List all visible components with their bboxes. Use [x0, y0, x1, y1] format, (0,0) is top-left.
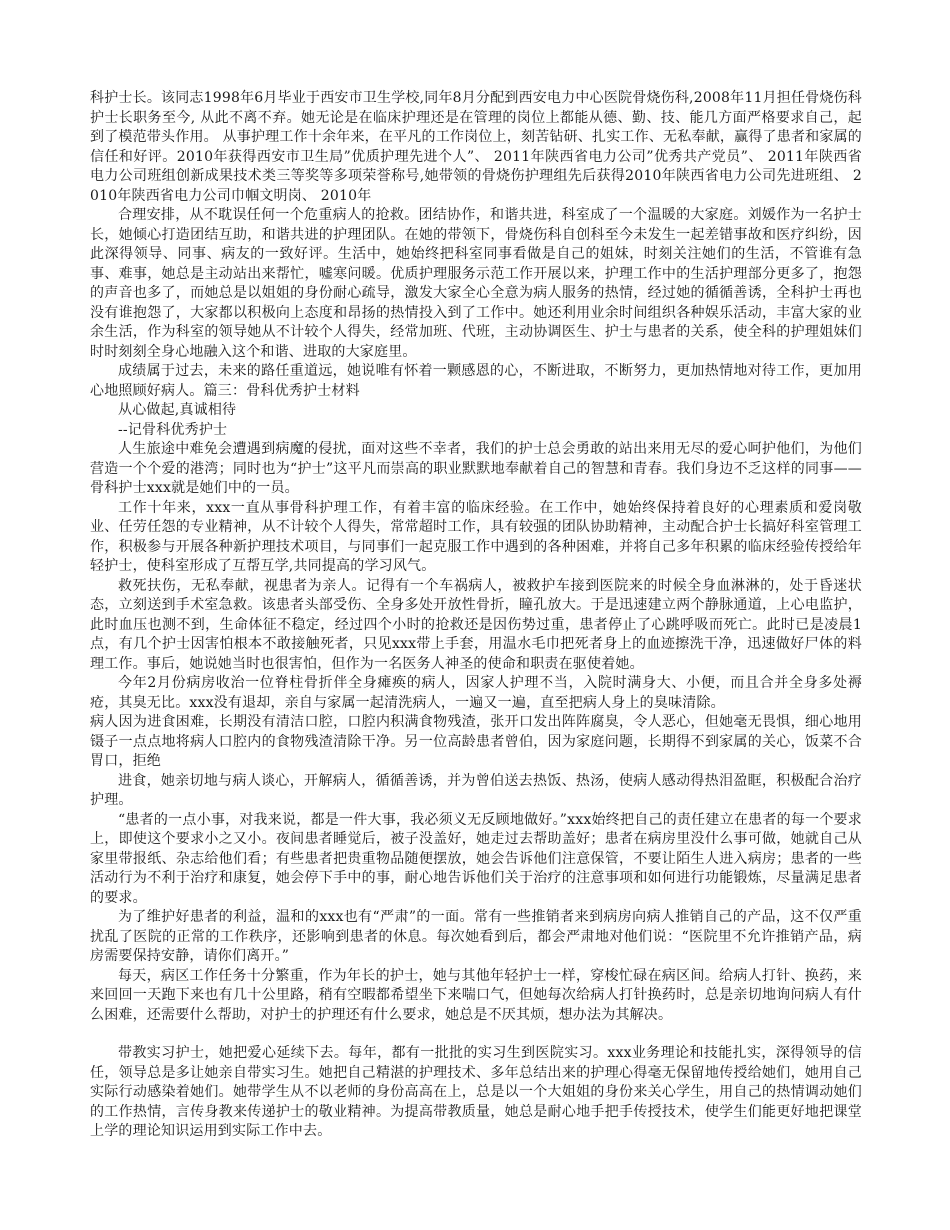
- paragraph-11: 进食，她亲切地与病人谈心，开解病人，循循善诱，并为曾伯送去热饭、热汤，使病人感动得热泪盈眶，积极配合治疗护理。: [90, 772, 862, 808]
- paragraph-14: 每天，病区工作任务十分繁重，作为年长的护士，她与其他年轻护士一样，穿梭忙碌在病区间。给病人打针、换药，来来回回一天跑下来也有几十公里路，稍有空暇都希望坐下来喘口气，但她每次给病人打针换药时，总是亲切地询问病人有什么困难，还需要什么帮助，对护士的护理还有什么要求，她总是不厌其烦，想办法为其解决。: [90, 967, 862, 1023]
- paragraph-13: 为了维护好患者的利益，温和的xxx也有“严肃”的一面。常有一些推销者来到病房向病人推销自己的产品，这不仅严重扰乱了医院的正常的工作秩序，还影响到患者的休息。每次她看到后，都会严肃地对他们说：“医院里不允许推销产品，病房需要保持安静，请你们离开。”: [90, 909, 862, 964]
- paragraph-8: 救死扶伤，无私奉献，视患者为亲人。记得有一个车祸病人，被救护车接到医院来的时候全身血淋淋的，处于昏迷状态，立刻送到手术室急救。该患者头部受伤、全身多处开放性骨折，瞳孔放大。于是迅速建立两个静脉通道，上心电监护，此时血压也测不到，生命体征不稳定，经过四个小时的抢救还是因伤势过重，患者停止了心跳呼吸而死亡。此时已是凌晨1点，有几个护士因害怕根本不敢接触死者，只见xxx带上手套，用温水毛巾把死者身上的血迹擦洗干净，迅速做好尸体的料理工作。事后，她说她当时也很害怕，但作为一名医务人神圣的使命和职责在驱使着她。: [90, 577, 862, 672]
- paragraph-2: 合理安排，从不耽误任何一个危重病人的抢救。团结协作，和谐共进，科室成了一个温暖的大家庭。刘媛作为一名护士长，她倾心打造团结互助，和谐共进的护理团队。在她的带领下，骨烧伤科自创科至今未发生一起差错事故和医疗纠纷，因此深得领导、同事、病友的一致好评。生活中，她始终把科室同事看做是自己的姐妹，时刻关注她们的生活，不管谁有急事、难事，她总是主动站出来帮忙，嘘寒问暖。优质护理服务示范工作开展以来，护理工作中的生活护理部分更多了，抱怨的声音也多了，而她总是以姐姐的身份耐心疏导，激发大家全心全意为病人服务的热情，经过她的循循善诱，全科护士再也没有谁抱怨了，大家都以积极向上态度和昂扬的热情投入到了工作中。她还利用业余时间组织各种娱乐活动，丰富大家的业余生活，作为科室的领导她从不计较个人得失，经常加班、代班，主动协调医生、护士与患者的关系，使全科的护理姐妹们时时刻刻全身心地融入这个和谐、进取的大家庭里。: [90, 207, 862, 360]
- paragraph-1: 科护士长。该同志1998年6月毕业于西安市卫生学校,同年8月分配到西安电力中心医院骨烧伤科,2008年11月担任骨烧伤科护士长职务至今, 从此不离不弃。她无论是在临床护理还是在管理的岗位上都能从德、勤、技、能几方面严格要求自己，起到了模范带头作用。 从事护理工作十余年来，在平凡的工作岗位上，刻苦钻研、扎实工作、无私奉献，赢得了患者和家属的信任和好评。2010年获得西安市卫生局”优质护理先进个人”、 2011年陕西省电力公司”优秀共产党员”、 2011年陕西省电力公司班组创新成果技术类三等奖等多项荣誉称号,她带领的骨烧伤护理组先后获得2010年陕西省电力公司先进班组、 2010年陕西省电力公司巾帼文明岗、 2010年: [90, 90, 862, 204]
- paragraph-7: 工作十年来，xxx一直从事骨科护理工作，有着丰富的临床经验。在工作中，她始终保持着良好的心理素质和爱岗敬业、任劳任怨的专业精神，从不计较个人得失，常常超时工作，具有较强的团队协助精神，主动配合护士长搞好科室管理工作，积极参与开展各种新护理技术项目，与同事们一起克服工作中遇到的各种困难，并将自己多年积累的临床经验传授给年轻护士，使科室形成了互帮互学,共同提高的学习风气。: [90, 499, 862, 574]
- section-title: 从心做起,真诚相待: [118, 402, 237, 418]
- paragraph-9: 今年2月份病房收治一位脊柱骨折伴全身瘫痪的病人，因家人护理不当，入院时满身大、小便，而且合并全身多处褥疮，其臭无比。xxx没有退却，亲自与家属一起清洗病人，一遍又一遍，直至把病人身上的臭味清除。: [90, 675, 862, 711]
- document-body: [90, 89, 862, 1142]
- paragraph-15: 带教实习护士，她把爱心延续下去。每年，都有一批批的实习生到医院实习。xxx业务理论和技能扎实，深得领导的信任，领导总是多让她亲自带实习生。她把自己精湛的护理技术、多年总结出来的护理心得毫无保留地传授给她们，她用自己实际行动感染着她们。她带学生从不以老师的身份高高在上，总是以一个大姐姐的身份来关心学生，用自己的热情调动她们的工作热情，言传身教来传递护士的敬业精神。为提高带教质量，她总是耐心地手把手传授技术，使学生们能更好地把课堂上学的理论知识运用到实际工作中去。: [90, 1045, 862, 1139]
- paragraph-3: 成绩属于过去，未来的路任重道远，她说唯有怀着一颗感恩的心，不断进取，不断努力，更加热情地对待工作，更加用心地照顾好病人。篇三：骨科优秀护士材料: [90, 363, 862, 399]
- paragraph-6: 人生旅途中难免会遭遇到病魔的侵扰，面对这些不幸者，我们的护士总会勇敢的站出来用无尽的爱心呵护他们，为他们营造一个个爱的港湾；同时也为“护士”这平凡而崇高的职业默默地奉献着自己的智慧和青春。我们身边不乏这样的同事——骨科护士xxx就是她们中的一员。: [90, 441, 862, 496]
- section-subtitle: --记骨科优秀护士: [118, 421, 228, 438]
- paragraph-12: “患者的一点小事，对我来说，都是一件大事，我必须义无反顾地做好。”xxx始终把自己的责任建立在患者的每一个要求上，即使这个要求小之又小。夜间患者睡觉后，被子没盖好，她走过去帮助盖好；患者在病房里没什么事可做，她就自己从家里带报纸、杂志给他们看；有些患者把贵重物品随便摆放，她会告诉他们注意保管，不要让陌生人进入病房；患者的一些活动行为不利于治疗和康复，她会停下手中的事，耐心地告诉他们关于治疗的注意事项和如何进行功能锻炼，尽量满足患者的要求。: [90, 811, 862, 906]
- paragraph-10: 病人因为进食困难，长期没有清洁口腔，口腔内积满食物残渣，张开口发出阵阵腐臭，令人恶心，但她毫无畏惧，细心地用镊子一点点地将病人口腔内的食物残渣清除干净。另一位高龄患者曾伯，因为家庭问题，长期得不到家属的关心，饭菜不合胃口，拒绝: [90, 714, 862, 769]
